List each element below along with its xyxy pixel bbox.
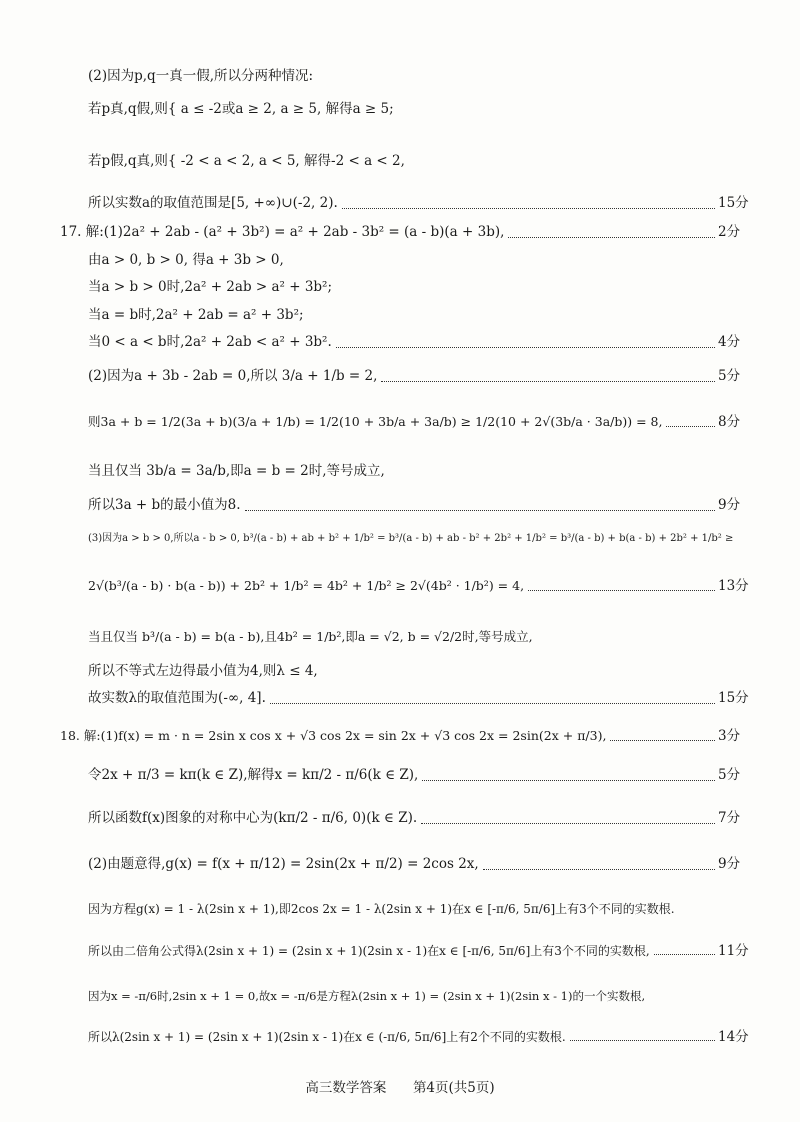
line-text: (2)因为p,q一真一假,所以分两种情况: — [88, 68, 314, 84]
dotted-leader — [270, 703, 715, 704]
dotted-leader — [666, 426, 715, 427]
line-text: (3)因为a > b > 0,所以a - b > 0, b³/(a - b) + ab + b² + 1/b² = b³/(a - b) + ab - b² + 2b² + 1/b² = b³/(a - b) + b(a - b) + 2b² + 1/b² ≥ — [88, 533, 734, 544]
line-text: 所以3a + b的最小值为8. — [88, 497, 241, 513]
dotted-leader — [483, 869, 715, 870]
line-text: 当且仅当 3b/a = 3a/b,即a = b = 2时,等号成立, — [88, 463, 385, 479]
dotted-leader — [421, 823, 715, 824]
score-mark: 5分 — [718, 368, 741, 384]
line-text: 所以函数f(x)图象的对称中心为(kπ/2 - π/6, 0)(k ∈ Z). — [88, 810, 418, 826]
score-mark: 11分 — [718, 943, 749, 959]
score-mark: 2分 — [718, 224, 741, 240]
line-text: (2)因为a + 3b - 2ab = 0,所以 3/a + 1/b = 2, — [88, 368, 378, 384]
line-text: 所以实数a的取值范围是[5, +∞)∪(-2, 2). — [88, 195, 338, 211]
line-text: 所以λ(2sin x + 1) = (2sin x + 1)(2sin x - 1)在x ∈ (-π/6, 5π/6]上有2个不同的实数根. — [88, 1030, 566, 1044]
score-mark: 15分 — [718, 195, 749, 211]
line-text: 当且仅当 b³/(a - b) = b(a - b),且4b² = 1/b²,即a = √2, b = √2/2时,等号成立, — [88, 629, 533, 644]
score-mark: 4分 — [718, 334, 741, 350]
dotted-leader — [654, 954, 715, 955]
dotted-leader — [570, 1040, 715, 1041]
line-text: 则3a + b = 1/2(3a + b)(3/a + 1/b) = 1/2(10 + 3b/a + 3a/b) ≥ 1/2(10 + 2√(3b/a · 3a/b)) = 8, — [88, 414, 663, 429]
score-mark: 3分 — [718, 728, 741, 744]
dotted-leader — [336, 347, 715, 348]
score-mark: 9分 — [718, 497, 741, 513]
dotted-leader — [528, 590, 715, 591]
score-mark: 9分 — [718, 856, 741, 872]
line-text: 令2x + π/3 = kπ(k ∈ Z),解得x = kπ/2 - π/6(k ∈ Z), — [88, 767, 419, 783]
line-text: 因为方程g(x) = 1 - λ(2sin x + 1),即2cos 2x = 1 - λ(2sin x + 1)在x ∈ [-π/6, 5π/6]上有3个不同的实数根. — [88, 902, 675, 916]
score-mark: 13分 — [718, 578, 749, 594]
score-mark: 15分 — [718, 690, 749, 706]
line-text: 由a > 0, b > 0, 得a + 3b > 0, — [88, 252, 284, 268]
line-text: (2)由题意得,g(x) = f(x + π/12) = 2sin(2x + π/2) = 2cos 2x, — [88, 856, 479, 872]
line-text: 若p真,q假,则{ a ≤ -2或a ≥ 2, a ≥ 5, 解得a ≥ 5; — [88, 101, 394, 117]
dotted-leader — [508, 237, 715, 238]
line-text: 2√(b³/(a - b) · b(a - b)) + 2b² + 1/b² = 4b² + 1/b² ≥ 2√(4b² · 1/b²) = 4, — [88, 578, 525, 593]
score-mark: 14分 — [718, 1029, 749, 1045]
line-text: 当a = b时,2a² + 2ab = a² + 3b²; — [88, 307, 304, 323]
score-mark: 7分 — [718, 810, 741, 826]
line-text: 所以由二倍角公式得λ(2sin x + 1) = (2sin x + 1)(2sin x - 1)在x ∈ [-π/6, 5π/6]上有3个不同的实数根, — [88, 944, 650, 958]
dotted-leader — [422, 780, 715, 781]
line-text: 当0 < a < b时,2a² + 2ab < a² + 3b². — [88, 334, 332, 350]
footer-page-number: 第4页(共5页) — [412, 1080, 495, 1096]
line-text: 18. 解:(1)f(x) = m · n = 2sin x cos x + √3 cos 2x = sin 2x + √3 cos 2x = 2sin(2x + π/3), — [60, 728, 607, 743]
line-text: 所以不等式左边得最小值为4,则λ ≤ 4, — [88, 663, 318, 679]
line-text: 故实数λ的取值范围为(-∞, 4]. — [88, 690, 266, 706]
line-text: 当a > b > 0时,2a² + 2ab > a² + 3b²; — [88, 279, 333, 295]
footer-subject: 高三数学答案 — [305, 1080, 387, 1096]
score-mark: 5分 — [718, 767, 741, 783]
dotted-leader — [342, 208, 715, 209]
line-text: 因为x = -π/6时,2sin x + 1 = 0,故x = -π/6是方程λ(2sin x + 1) = (2sin x + 1)(2sin x - 1)的一个实数根, — [88, 989, 646, 1003]
dotted-leader — [381, 381, 715, 382]
score-mark: 8分 — [718, 414, 741, 430]
dotted-leader — [245, 510, 715, 511]
dotted-leader — [610, 740, 715, 741]
page-footer — [0, 1076, 800, 1096]
line-text: 17. 解:(1)2a² + 2ab - (a² + 3b²) = a² + 2ab - 3b² = (a - b)(a + 3b), — [60, 224, 505, 240]
line-text: 若p假,q真,则{ -2 < a < 2, a < 5, 解得-2 < a < 2, — [88, 153, 405, 169]
